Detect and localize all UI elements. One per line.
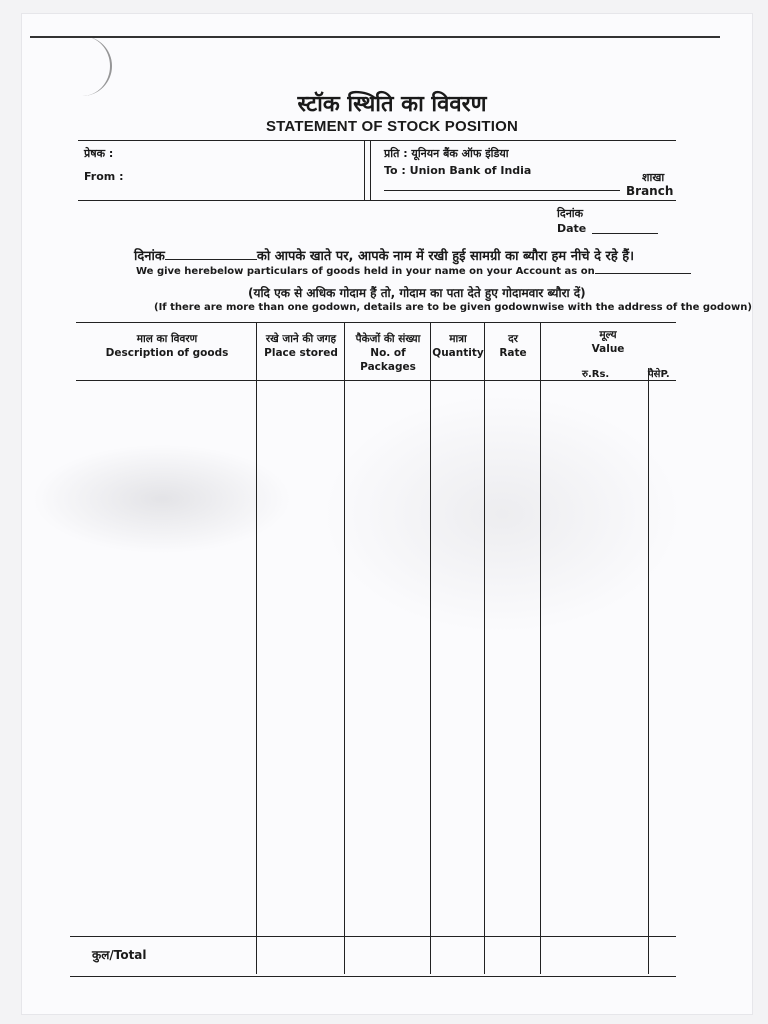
statement-date-label: दिनांक	[134, 249, 165, 264]
header-bottom-rule	[78, 200, 676, 201]
branch-label-english: Branch	[626, 184, 674, 198]
date-field-line[interactable]	[592, 233, 658, 234]
column-header-description	[80, 332, 254, 360]
column-header-quantity	[431, 332, 485, 360]
branch-label-hindi: शाखा	[642, 171, 665, 184]
sender-label-english: From :	[84, 170, 124, 183]
header-divider	[370, 140, 371, 200]
column-header-hindi: मात्रा	[449, 333, 467, 345]
column-divider	[430, 322, 431, 974]
column-header-english: Quantity	[432, 347, 484, 359]
column-header-rate	[485, 332, 541, 360]
total-row-top-rule	[70, 936, 676, 937]
table-top-rule	[76, 322, 676, 323]
to-label-english: To : Union Bank of India	[384, 164, 532, 177]
column-divider	[256, 322, 257, 974]
column-divider	[344, 322, 345, 974]
column-header-english: No. of Packages	[360, 347, 416, 373]
total-label: कुल/Total	[92, 948, 147, 962]
column-divider	[484, 322, 485, 974]
date-label-hindi: दिनांक	[557, 207, 584, 220]
value-paise-label: पैसेP.	[648, 369, 670, 380]
column-header-packages	[345, 332, 431, 374]
statement-text-english: We give herebelow particulars of goods held in your name on your Account as on	[136, 266, 595, 277]
column-header-hindi: दर	[508, 333, 518, 345]
paper-fold-mark	[30, 36, 112, 96]
table-header-rule	[76, 380, 676, 381]
godown-note-hindi: (यदि एक से अधिक गोदाम हैं तो, गोदाम का पता देते हुए गोदामवार ब्यौरा दें)	[248, 286, 586, 300]
form-sheet	[22, 14, 752, 1014]
rupee-paise-divider	[648, 368, 649, 974]
form-title-hindi: स्टॉक स्थिति का विवरण	[297, 92, 487, 117]
statement-date-field[interactable]	[165, 259, 257, 260]
column-header-value	[541, 328, 675, 356]
statement-line-hindi	[134, 246, 634, 264]
column-header-hindi: मूल्य	[599, 329, 617, 341]
branch-field-line[interactable]	[384, 190, 620, 191]
sender-label-hindi: प्रेषक :	[84, 147, 114, 160]
scan-smudge	[322, 394, 682, 634]
column-header-english: Rate	[499, 347, 527, 359]
statement-line-english	[136, 266, 691, 277]
top-border-line	[30, 36, 720, 38]
statement-as-on-field[interactable]	[595, 273, 691, 274]
header-top-rule	[78, 140, 676, 141]
column-header-english: Place stored	[264, 347, 338, 359]
statement-text-hindi: को आपके खाते पर, आपके नाम में रखी हुई सामग्री का ब्यौरा हम नीचे दे रहे हैं।	[256, 249, 635, 264]
value-rupees-label: रु.Rs.	[582, 369, 610, 380]
column-divider	[540, 322, 541, 974]
column-header-hindi: माल का विवरण	[136, 333, 198, 345]
column-header-place	[258, 332, 344, 360]
godown-note-english: (If there are more than one godown, details are to be given godownwise with the address of the godown)	[154, 302, 752, 313]
column-header-hindi: पैकेजों की संख्या	[355, 333, 421, 345]
column-header-english: Description of goods	[105, 347, 229, 359]
total-row-bottom-rule	[70, 976, 676, 977]
to-label-hindi: प्रति : यूनियन बैंक ऑफ इंडिया	[384, 147, 509, 160]
form-title-english: STATEMENT OF STOCK POSITION	[265, 118, 519, 135]
date-label-english: Date	[557, 222, 587, 235]
scan-smudge	[32, 444, 292, 554]
column-header-english: Value	[591, 343, 625, 355]
column-header-hindi: रखे जाने की जगह	[265, 333, 337, 345]
header-divider	[364, 140, 365, 200]
